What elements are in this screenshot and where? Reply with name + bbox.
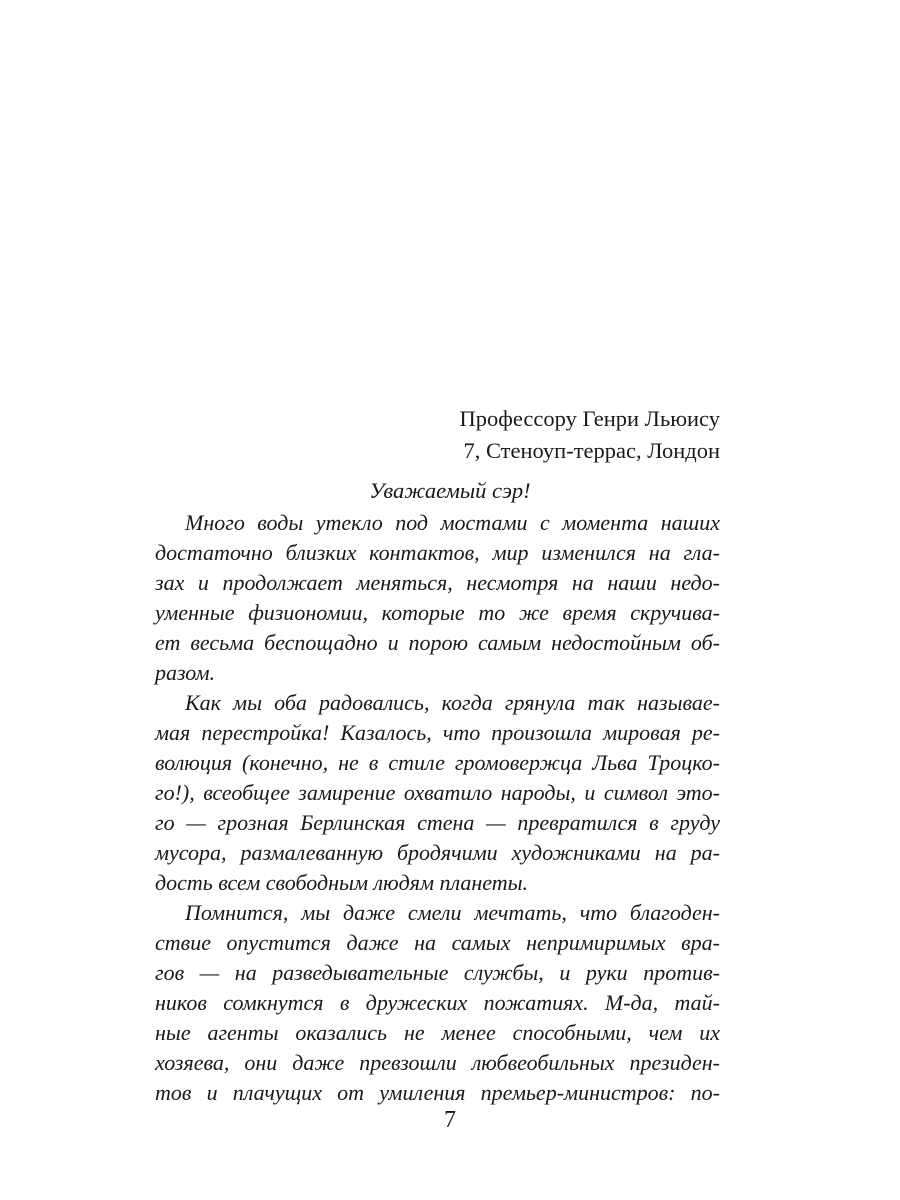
paragraph-3-line-1: Помнится, мы даже смели мечтать, что благоден-	[185, 900, 720, 925]
address-recipient: Профессору Генри Льюису	[459, 406, 720, 431]
paragraph-2-line-2: мая перестройка! Казалось, что произошла мировая ре-	[155, 720, 720, 745]
address-street: 7, Стеноуп-террас, Лондон	[463, 438, 720, 463]
paragraph-1-line-2: достаточно близких контактов, мир изменился на гла-	[155, 540, 720, 565]
paragraph-3-line-6: хозяева, они даже превзошли любвеобильных президен-	[155, 1050, 720, 1075]
page-number: 7	[444, 1107, 456, 1133]
paragraph-2-line-6: мусора, размалеванную бродячими художниками на ра-	[155, 840, 720, 865]
paragraph-3-line-5: ные агенты оказались не менее способными, чем их	[155, 1020, 720, 1045]
paragraph-2-line-5: го — грозная Берлинская стена — превратился в груду	[155, 810, 720, 835]
letter-body	[155, 508, 720, 1108]
paragraph-1-line-1: Много воды утекло под мостами с момента наших	[185, 510, 720, 535]
paragraph-1-line-3: зах и продолжает меняться, несмотря на наши недо-	[155, 570, 720, 595]
paragraph-3-line-4: ников сомкнутся в дружеских пожатиях. М-да, тай-	[155, 990, 720, 1015]
paragraph-3-line-2: ствие опустится даже на самых непримиримых вра-	[155, 930, 720, 955]
paragraph-3-line-7: тов и плачущих от умиления премьер-министров: по-	[155, 1080, 720, 1105]
paragraph-1-line-4: уменные физиономии, которые то же время скручива-	[155, 600, 720, 625]
paragraph-3-line-3: гов — на разведывательные службы, и руки против-	[155, 960, 720, 985]
paragraph-2-line-7: дость всем свободным людям планеты.	[155, 870, 529, 895]
greeting	[0, 475, 900, 507]
paragraph-2-line-1: Как мы оба радовались, когда грянула так называе-	[185, 690, 720, 715]
paragraph-2-line-3: волюция (конечно, не в стиле громовержца Льва Троцко-	[155, 750, 720, 775]
paragraph-2-line-4: го!), всеобщее замирение охватило народы, и символ это-	[155, 780, 720, 805]
paragraph-1-line-5: ет весьма беспощадно и порою самым недостойным об-	[155, 630, 720, 655]
greeting-text: Уважаемый сэр!	[369, 478, 531, 503]
address-block	[460, 403, 720, 467]
paragraph-1-line-6: разом.	[155, 660, 215, 685]
